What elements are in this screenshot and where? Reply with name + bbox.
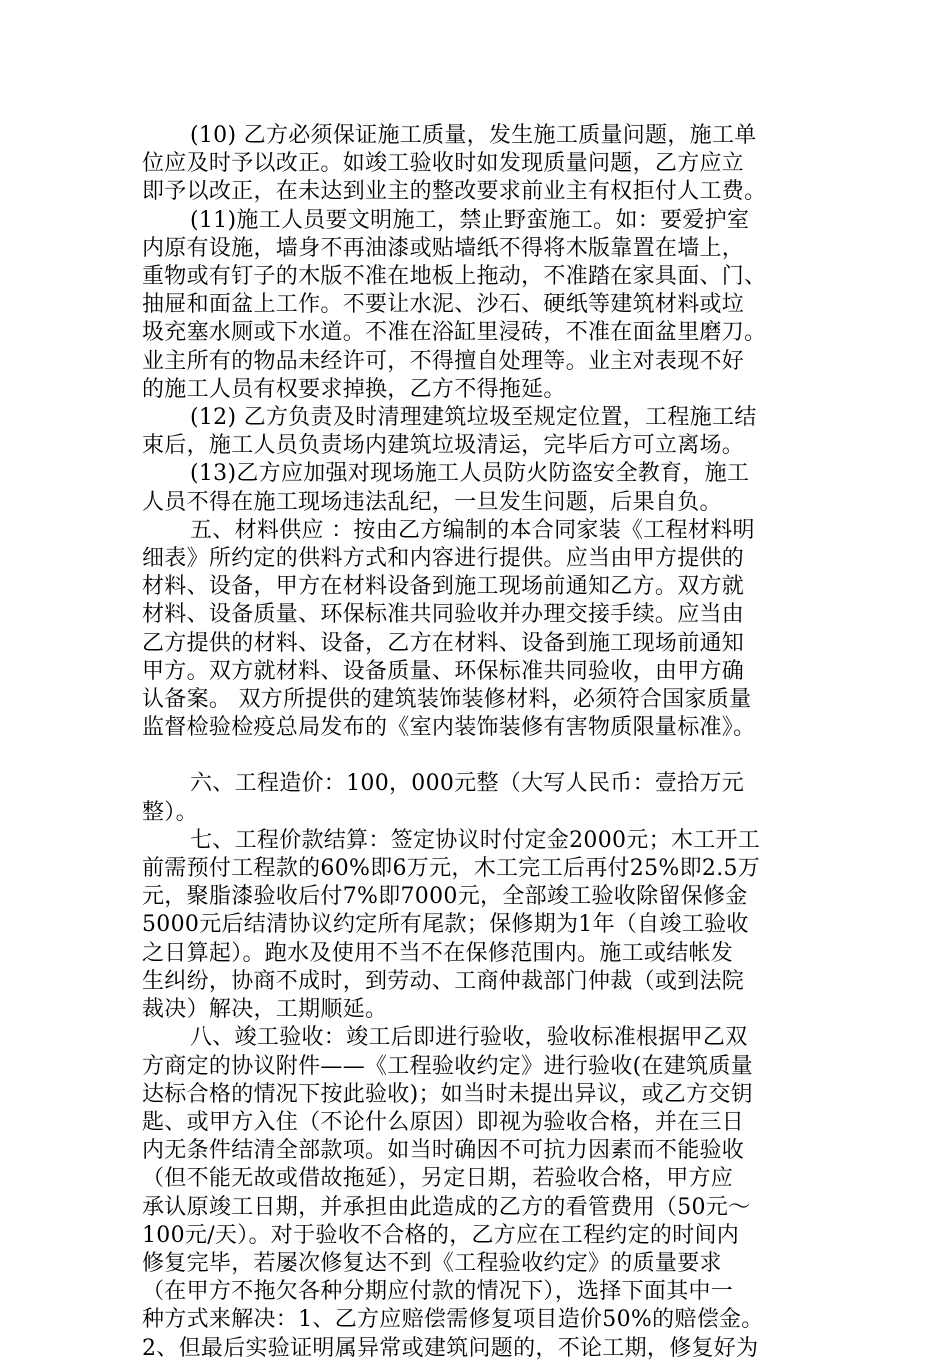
clause-11: (11)施工人员要文明施工，禁止野蛮施工。如：要爱护室 内原有设施，墙身不再油漆或贴墙纸不得将木版靠置在墙上， 重物或有钉子的木版不准在地板上拖动，不准踏在家具面、门、 抽屉和面盆上工作。不要让水泥、沙石、硬纸等建筑材料或垃 圾充塞水厕或下水道。不准在浴缸里浸砖，不准在面盆里磨刀。 业主所有的物品未经许可，不得擅自处理等。业主对表现不好 的施工人员有权要求掉换，乙方不得拖延。 — [142, 207, 767, 402]
section-project-cost: 六、工程造价：100，000元整（大写人民币：壹拾万元 整）。 — [142, 771, 745, 825]
clause-13: (13)乙方应加强对现场施工人员防火防盗安全教育，施工 人员不得在施工现场违法乱纪，一旦发生问题，后果自负。 — [142, 461, 750, 515]
contract-body — [142, 122, 818, 1363]
section-payment-settlement: 七、工程价款结算：签定协议时付定金2000元；木工开工 前需预付工程款的60%即6万元，木工完工后再付25%即2.5万 元，聚脂漆验收后付7%即7000元，全部竣工验收除留保修金 5000元后结清协议约定所有尾款；保修期为1年（自竣工验收 之日算起）。跑水及使用不当不在保修范围内。施工或结帐发 生纠纷，协商不成时，到劳动、工商仲裁部门仲裁（或到法院 裁决）解决，工期顺延。 — [142, 827, 761, 1023]
blank-line — [142, 742, 818, 770]
section-material-supply: 五、材料供应 ：按由乙方编制的本合同家装《工程材料明 细表》所约定的供料方式和内容进行提供。应当由甲方提供的 材料、设备，甲方在材料设备到施工现场前通知乙方。双方就 材料、设备质量、环保标准共同验收并办理交接手续。应当由 乙方提供的材料、设备，乙方在材料、设备到施工现场前通知 甲方。双方就材料、设备质量、环保标准共同验收，由甲方确 认备案。 双方所提供的建筑装饰装修材料，必须符合国家质量 监督检验检疫总局发布的《室内装饰装修有害物质限量标准》。 — [142, 517, 756, 741]
clause-10: (10) 乙方必须保证施工质量，发生施工质量问题，施工单 位应及时予以改正。如竣工验收时如发现质量问题，乙方应立 即予以改正，在未达到业主的整改要求前业主有权拒付人工费。 — [142, 123, 767, 205]
section-completion-acceptance: 八、竣工验收：竣工后即进行验收，验收标准根据甲乙双 方商定的协议附件——《工程验收约定》进行验收(在建筑质量 达标合格的情况下按此验收)；如当时未提出异议，或乙方交钥 匙、或甲方入住（不论什么原因）即视为验收合格，并在三日 内无条件结清全部款项。如当时确因不可抗力因素而不能验收 （但不能无故或借故拖延），另定日期，若验收合格，甲方应 承认原竣工日期，并承担由此造成的乙方的看管费用（50元～ 100元/天）。对于验收不合格的，乙方应在工程约定的时间内 修复完毕，若屡次修复达不到《工程验收约定》的质量要求 （在甲方不拖欠各种分期应付款的情况下），选择下面其中一 种方式来解决：1、乙方应赔偿需修复项目造价50%的赔偿金。 2、但最后实验证明属异常或建筑问题的，不论工期，修复好为 — [142, 1025, 764, 1361]
clause-12: (12) 乙方负责及时清理建筑垃圾至规定位置，工程施工结 束后，施工人员负责场内建筑垃圾清运，完毕后方可立离场。 — [142, 405, 757, 459]
